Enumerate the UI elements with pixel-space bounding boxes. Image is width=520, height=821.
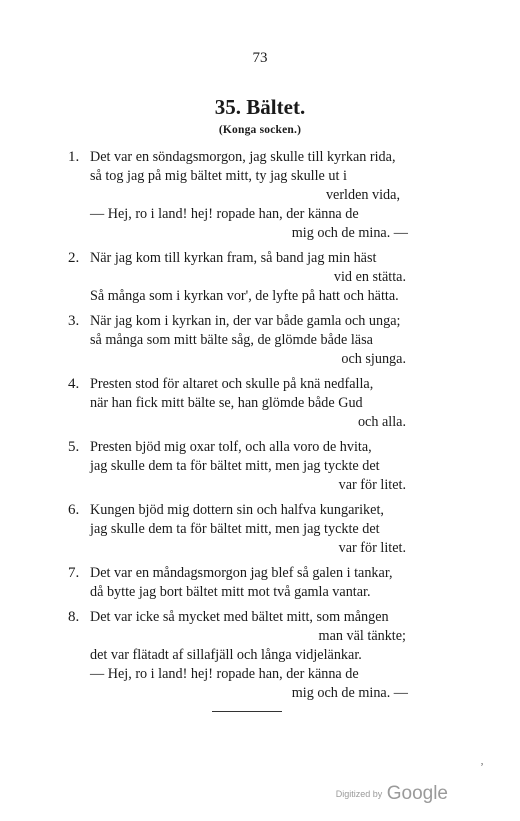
- verse-line: var för litet.: [338, 540, 406, 556]
- verse-number: 6.: [68, 502, 80, 518]
- verse-line: — Hej, ro i land! hej! ropade han, der känna de: [90, 206, 359, 222]
- verse-line: så många som mitt bälte såg, de glömde både läsa: [90, 332, 373, 348]
- verse: [0, 438, 520, 495]
- verse-line: Det var en söndagsmorgon, jag skulle till kyrkan rida,: [90, 149, 396, 165]
- verse-line: Presten stod för altaret och skulle på knä nedfalla,: [90, 376, 374, 392]
- verses-container: [0, 148, 520, 709]
- verse-line: det var flätadt af sillafjäll och långa vidjelänkar.: [90, 647, 362, 663]
- verse-number: 4.: [68, 376, 80, 392]
- verse-line: — Hej, ro i land! hej! ropade han, der känna de: [90, 666, 359, 682]
- verse-number: 5.: [68, 439, 80, 455]
- verse: [0, 564, 520, 602]
- verse-line: så tog jag på mig bältet mitt, ty jag skulle ut i: [90, 168, 347, 184]
- verse-line: När jag kom till kyrkan fram, så band jag min häst: [90, 250, 377, 266]
- verse: [0, 249, 520, 306]
- page-number: 73: [252, 50, 268, 66]
- verse-line: när han fick mitt bälte se, han glömde både Gud: [90, 395, 363, 411]
- verse-line: då bytte jag bort bältet mitt mot två gamla vantar.: [90, 584, 371, 600]
- verse-line: Presten bjöd mig oxar tolf, och alla voro de hvita,: [90, 439, 372, 455]
- verse-number: 1.: [68, 149, 80, 165]
- verse: [0, 148, 520, 243]
- verse: [0, 501, 520, 558]
- digitized-credit: [336, 783, 448, 805]
- verse-number: 2.: [68, 250, 80, 266]
- verse-line: verlden vida,: [325, 187, 400, 203]
- verse-number: 8.: [68, 609, 80, 625]
- verse-line: man väl tänkte;: [318, 628, 406, 644]
- verse: [0, 608, 520, 703]
- end-divider: [212, 711, 282, 712]
- verse-line: Så många som i kyrkan vor', de lyfte på hatt och hätta.: [90, 288, 399, 304]
- verse-line: Det var en måndagsmorgon jag blef så galen i tankar,: [90, 565, 393, 581]
- verse-line: var för litet.: [338, 477, 406, 493]
- margin-mark: ʼ: [480, 760, 484, 774]
- verse-line: mig och de mina. —: [291, 225, 408, 241]
- verse-line: och sjunga.: [341, 351, 406, 367]
- song-title: 35. Bältet.: [214, 95, 306, 119]
- verse-line: jag skulle dem ta för bältet mitt, men jag tyckte det: [90, 458, 380, 474]
- verse-line: och alla.: [357, 414, 406, 430]
- verse-number: 7.: [68, 565, 80, 581]
- verse-line: mig och de mina. —: [291, 685, 408, 701]
- verse: [0, 375, 520, 432]
- verse-line: vid en stätta.: [333, 269, 406, 285]
- verse: [0, 312, 520, 369]
- verse-line: Det var icke så mycket med bältet mitt, som mången: [90, 609, 389, 625]
- verse-number: 3.: [68, 313, 80, 329]
- google-logo: Google: [386, 783, 448, 804]
- song-subtitle: (Konga socken.): [218, 124, 302, 136]
- credit-prefix: Digitized by: [335, 789, 383, 799]
- verse-line: När jag kom i kyrkan in, der var både gamla och unga;: [90, 313, 401, 329]
- verse-line: Kungen bjöd mig dottern sin och halfva kungariket,: [90, 502, 384, 518]
- verse-line: jag skulle dem ta för bältet mitt, men jag tyckte det: [90, 521, 380, 537]
